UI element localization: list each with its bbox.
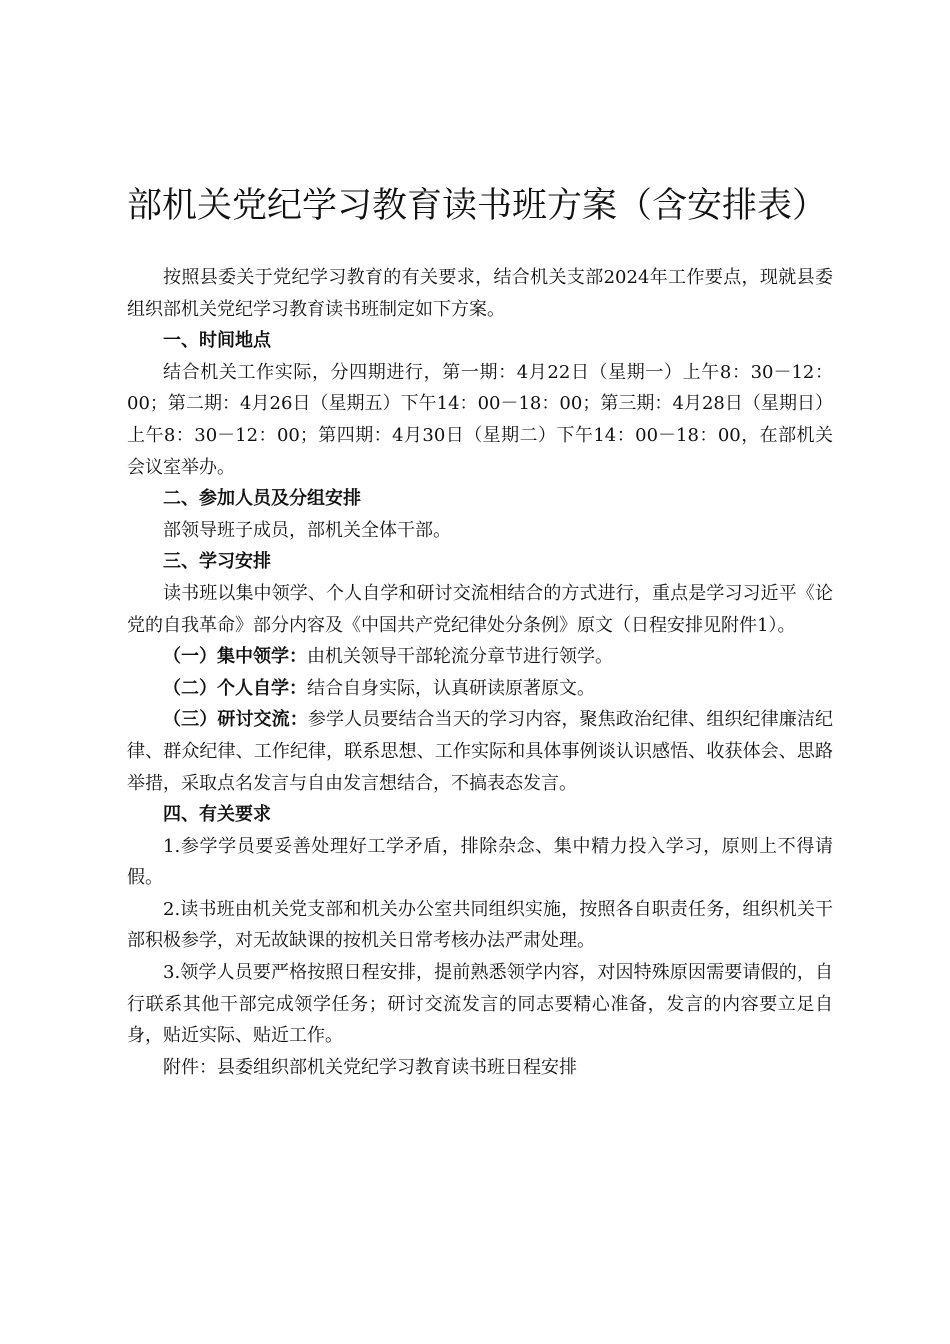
section-2-heading: 二、参加人员及分组安排 <box>163 488 361 510</box>
study-item-2 <box>127 673 833 705</box>
requirement-item-1: 1.参学学员要妥善处理好工学矛盾，排除杂念、集中精力投入学习，原则上不得请假。 <box>127 835 833 889</box>
document-title: 部机关党纪学习教育读书班方案（含安排表） <box>127 186 828 226</box>
section-1-paragraph: 结合机关工作实际，分四期进行，第一期：4月22日（星期一）上午8：30－12：00；第二期：4月26日（星期五）下午14：00－18：00；第三期：4月28日（星期日）上午8：30－12：00；第四期：4月30日（星期二）下午14：00－18：00，在部机关会议室举办。 <box>127 361 833 478</box>
attachment-note: 附件：县委组织部机关党纪学习教育读书班日程安排 <box>163 1056 577 1078</box>
intro-paragraph: 按照县委关于党纪学习教育的有关要求，结合机关支部2024年工作要点，现就县委组织部机关党纪学习教育读书班制定如下方案。 <box>127 267 833 320</box>
requirement-item-3: 3.领学人员要严格按照日程安排，提前熟悉领学内容，对因特殊原因需要请假的，自行联系其他干部完成领学任务；研讨交流发言的同志要精心准备，发言的内容要立足自身，贴近实际、贴近工作。 <box>127 962 833 1047</box>
study-item-label: （一）集中领学： <box>163 646 307 668</box>
study-item-text: 结合自身实际，认真研读原著原文。 <box>307 677 595 699</box>
study-item-3 <box>127 704 833 799</box>
study-item-label: （二）个人自学： <box>163 677 307 699</box>
document-body <box>127 262 833 1083</box>
study-item-text: 由机关领导干部轮流分章节进行领学。 <box>307 646 613 668</box>
study-item-label: （三）研讨交流： <box>163 709 308 731</box>
requirement-item-2: 2.读书班由机关党支部和机关办公室共同组织实施，按照各自职责任务，组织机关干部积极参学，对无故缺课的按机关日常考核办法严肃处理。 <box>127 898 833 952</box>
section-4-heading: 四、有关要求 <box>163 804 271 826</box>
section-2-paragraph: 部领导班子成员，部机关全体干部。 <box>163 519 451 541</box>
section-3-heading: 三、学习安排 <box>163 551 271 573</box>
section-1-heading: 一、时间地点 <box>163 330 271 352</box>
section-3-paragraph: 读书班以集中领学、个人自学和研讨交流相结合的方式进行，重点是学习习近平《论党的自我革命》部分内容及《中国共产党纪律处分条例》原文（日程安排见附件1）。 <box>127 582 833 636</box>
study-item-1 <box>127 641 833 673</box>
study-item-text: 参学人员要结合当天的学习内容，聚焦政治纪律、组织纪律廉洁纪律、群众纪律、工作纪律，联系思想、工作实际和具体事例谈认识感悟、收获体会、思路举措，采取点名发言与自由发言想结合，不搞表态发言。 <box>127 709 833 794</box>
